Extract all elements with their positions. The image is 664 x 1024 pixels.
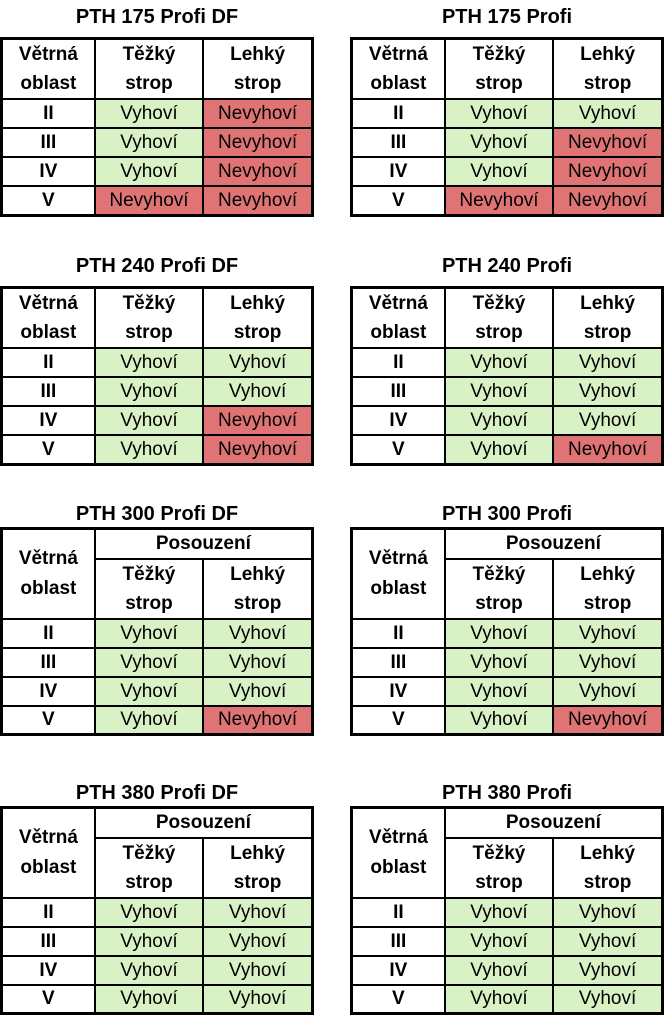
table-row	[352, 619, 663, 648]
heavy-ceiling-result: Nevyhoví	[445, 186, 553, 215]
table-title: PTH 380 Profi DF	[75, 782, 239, 804]
wind-zone-cell: III	[352, 377, 445, 406]
wind-zone-cell: II	[352, 898, 445, 927]
light-ceiling-header	[553, 288, 662, 349]
light-ceiling-result: Nevyhoví	[203, 128, 312, 157]
heavy-ceiling-result: Vyhoví	[95, 985, 203, 1014]
wind-zone-table	[350, 37, 664, 217]
zone-column-header	[2, 288, 95, 349]
heavy-header-line1: Těžký	[122, 842, 176, 864]
wind-zone-cell: II	[352, 99, 445, 128]
table-row	[352, 435, 663, 464]
heavy-header-line2: strop	[125, 592, 173, 614]
header-row	[352, 808, 663, 838]
wind-zone-cell: V	[2, 186, 95, 215]
heavy-ceiling-result: Vyhoví	[95, 706, 203, 735]
heavy-header-line2: strop	[125, 73, 173, 94]
zone-column-header	[2, 529, 95, 619]
zone-header-line1: Větrná	[18, 826, 78, 848]
table-row	[352, 898, 663, 927]
heavy-ceiling-result: Vyhoví	[445, 706, 553, 735]
table-title: PTH 175 Profi	[441, 6, 573, 28]
table-title: PTH 300 Profi	[441, 503, 573, 525]
light-ceiling-result: Nevyhoví	[203, 157, 312, 186]
zone-header-line2: oblast	[370, 322, 427, 343]
zone-header-line2: oblast	[370, 856, 427, 878]
light-ceiling-result: Vyhoví	[553, 377, 662, 406]
heavy-ceiling-header	[445, 559, 553, 619]
table-row	[2, 435, 313, 464]
heavy-ceiling-header	[95, 288, 203, 349]
heavy-ceiling-result: Vyhoví	[445, 648, 553, 677]
heavy-ceiling-header	[95, 39, 203, 100]
wind-zone-cell: II	[352, 619, 445, 648]
wind-zone-cell: V	[352, 706, 445, 735]
light-ceiling-result: Vyhoví	[203, 927, 312, 956]
light-ceiling-result: Vyhoví	[203, 677, 312, 706]
heavy-header-line2: strop	[475, 592, 523, 614]
table-row	[352, 406, 663, 435]
heavy-ceiling-result: Vyhoví	[95, 406, 203, 435]
light-ceiling-result: Vyhoví	[553, 99, 662, 128]
table-title: PTH 240 Profi DF	[75, 255, 239, 277]
heavy-header-line2: strop	[475, 871, 523, 893]
heavy-header-line1: Těžký	[472, 293, 526, 314]
zone-column-header	[352, 39, 445, 100]
wind-zone-cell: II	[352, 348, 445, 377]
zone-header-line1: Větrná	[368, 293, 428, 314]
heavy-header-line1: Těžký	[472, 842, 526, 864]
heavy-ceiling-header	[95, 838, 203, 898]
heavy-header-line1: Těžký	[122, 293, 176, 314]
light-ceiling-result: Nevyhoví	[203, 406, 312, 435]
zone-header-line1: Větrná	[18, 547, 78, 569]
light-ceiling-result: Nevyhoví	[203, 186, 312, 215]
zone-column-header	[2, 808, 95, 898]
table-row	[2, 128, 313, 157]
wind-zone-cell: V	[2, 985, 95, 1014]
light-ceiling-header	[553, 39, 662, 100]
heavy-ceiling-result: Vyhoví	[95, 99, 203, 128]
wind-zone-cell: IV	[2, 677, 95, 706]
light-ceiling-result: Vyhoví	[553, 898, 662, 927]
heavy-header-line1: Těžký	[472, 44, 526, 65]
light-ceiling-result: Nevyhoví	[553, 186, 662, 215]
group-header: Posouzení	[95, 808, 313, 838]
table-row	[2, 186, 313, 215]
heavy-ceiling-result: Vyhoví	[445, 348, 553, 377]
wind-zone-cell: IV	[2, 956, 95, 985]
light-header-line2: strop	[583, 871, 632, 893]
heavy-ceiling-result: Vyhoví	[95, 157, 203, 186]
zone-header-line1: Větrná	[368, 547, 428, 569]
wind-zone-cell: III	[352, 128, 445, 157]
light-header-line2: strop	[583, 592, 632, 614]
heavy-ceiling-header	[445, 39, 553, 100]
table-row	[352, 648, 663, 677]
wind-zone-cell: IV	[352, 157, 445, 186]
zone-header-line2: oblast	[370, 73, 427, 94]
wind-zone-cell: II	[2, 898, 95, 927]
heavy-ceiling-result: Vyhoví	[95, 677, 203, 706]
light-ceiling-header	[203, 838, 312, 898]
wind-zone-cell: III	[2, 648, 95, 677]
wind-zone-table	[0, 527, 314, 736]
heavy-header-line2: strop	[125, 871, 173, 893]
heavy-header-line2: strop	[125, 322, 173, 343]
light-ceiling-result: Vyhoví	[203, 377, 312, 406]
table-row	[352, 956, 663, 985]
table-row	[2, 677, 313, 706]
light-ceiling-result: Nevyhoví	[553, 128, 662, 157]
heavy-ceiling-result: Vyhoví	[95, 956, 203, 985]
zone-header-line1: Větrná	[368, 44, 428, 65]
heavy-ceiling-result: Vyhoví	[95, 898, 203, 927]
wind-zone-cell: III	[2, 927, 95, 956]
light-ceiling-result: Vyhoví	[203, 348, 312, 377]
light-ceiling-header	[553, 838, 662, 898]
heavy-ceiling-result: Vyhoví	[445, 99, 553, 128]
light-ceiling-result: Nevyhoví	[553, 706, 662, 735]
light-header-line2: strop	[233, 73, 282, 94]
zone-header-line1: Větrná	[18, 293, 78, 314]
light-ceiling-result: Vyhoví	[553, 406, 662, 435]
heavy-ceiling-header	[95, 559, 203, 619]
zone-header-line2: oblast	[20, 322, 77, 343]
light-ceiling-header	[203, 39, 312, 100]
table-title: PTH 175 Profi DF	[75, 6, 239, 28]
zone-header-line1: Větrná	[18, 44, 78, 65]
table-row	[352, 99, 663, 128]
light-ceiling-result: Nevyhoví	[203, 99, 312, 128]
header-row	[2, 529, 313, 559]
light-header-line1: Lehký	[580, 842, 636, 864]
heavy-ceiling-result: Vyhoví	[95, 927, 203, 956]
light-ceiling-result: Nevyhoví	[553, 157, 662, 186]
heavy-ceiling-result: Vyhoví	[95, 619, 203, 648]
light-ceiling-header	[203, 559, 312, 619]
heavy-ceiling-result: Vyhoví	[445, 898, 553, 927]
wind-zone-table	[0, 806, 314, 1015]
light-header-line1: Lehký	[230, 44, 286, 65]
table-row	[352, 186, 663, 215]
light-ceiling-result: Vyhoví	[553, 348, 662, 377]
group-header: Posouzení	[95, 529, 313, 559]
heavy-ceiling-result: Vyhoví	[445, 128, 553, 157]
light-ceiling-result: Vyhoví	[203, 985, 312, 1014]
table-row	[352, 927, 663, 956]
wind-zone-table	[350, 806, 664, 1015]
heavy-header-line2: strop	[475, 322, 523, 343]
table-row	[352, 348, 663, 377]
light-ceiling-result: Vyhoví	[553, 648, 662, 677]
wind-zone-cell: II	[2, 99, 95, 128]
wind-zone-cell: IV	[352, 406, 445, 435]
zone-header-line2: oblast	[370, 577, 427, 599]
heavy-ceiling-result: Vyhoví	[445, 406, 553, 435]
wind-zone-table	[350, 286, 664, 466]
wind-zone-cell: V	[2, 706, 95, 735]
wind-zone-cell: II	[2, 348, 95, 377]
wind-zone-table	[0, 286, 314, 466]
light-header-line2: strop	[233, 322, 282, 343]
heavy-ceiling-result: Vyhoví	[95, 128, 203, 157]
header-row	[352, 288, 663, 349]
wind-zone-cell: V	[352, 435, 445, 464]
light-ceiling-result: Nevyhoví	[203, 706, 312, 735]
wind-zone-cell: IV	[2, 406, 95, 435]
table-row	[2, 157, 313, 186]
light-header-line2: strop	[233, 871, 282, 893]
light-ceiling-result: Vyhoví	[203, 898, 312, 927]
light-ceiling-result: Vyhoví	[553, 956, 662, 985]
wind-zone-table	[350, 527, 664, 736]
heavy-ceiling-header	[445, 288, 553, 349]
light-ceiling-header	[203, 288, 312, 349]
light-header-line2: strop	[583, 73, 632, 94]
light-header-line1: Lehký	[580, 563, 636, 585]
table-row	[352, 157, 663, 186]
heavy-ceiling-result: Vyhoví	[95, 648, 203, 677]
light-header-line1: Lehký	[580, 293, 636, 314]
light-header-line2: strop	[233, 592, 282, 614]
heavy-header-line2: strop	[475, 73, 523, 94]
light-ceiling-result: Vyhoví	[553, 927, 662, 956]
heavy-ceiling-header	[445, 838, 553, 898]
heavy-ceiling-result: Vyhoví	[445, 619, 553, 648]
group-header: Posouzení	[445, 808, 663, 838]
heavy-ceiling-result: Vyhoví	[445, 985, 553, 1014]
wind-zone-cell: V	[352, 985, 445, 1014]
light-ceiling-result: Vyhoví	[553, 619, 662, 648]
table-row	[352, 985, 663, 1014]
header-row	[2, 808, 313, 838]
table-row	[2, 619, 313, 648]
table-row	[2, 898, 313, 927]
zone-column-header	[2, 39, 95, 100]
wind-zone-cell: III	[2, 377, 95, 406]
table-row	[2, 99, 313, 128]
wind-zone-cell: IV	[2, 157, 95, 186]
wind-zone-cell: III	[352, 927, 445, 956]
heavy-header-line1: Těžký	[472, 563, 526, 585]
zone-header-line1: Větrná	[368, 826, 428, 848]
heavy-ceiling-result: Vyhoví	[445, 435, 553, 464]
light-header-line2: strop	[583, 322, 632, 343]
table-row	[352, 677, 663, 706]
table-row	[2, 956, 313, 985]
group-header: Posouzení	[445, 529, 663, 559]
light-header-line1: Lehký	[230, 293, 286, 314]
light-header-line1: Lehký	[230, 842, 286, 864]
heavy-ceiling-result: Nevyhoví	[95, 186, 203, 215]
heavy-ceiling-result: Vyhoví	[95, 377, 203, 406]
table-row	[352, 128, 663, 157]
light-header-line1: Lehký	[580, 44, 636, 65]
light-header-line1: Lehký	[230, 563, 286, 585]
table-row	[352, 377, 663, 406]
table-row	[2, 706, 313, 735]
header-row	[352, 529, 663, 559]
light-ceiling-result: Vyhoví	[203, 619, 312, 648]
light-ceiling-result: Vyhoví	[553, 677, 662, 706]
wind-zone-cell: IV	[352, 677, 445, 706]
wind-zone-cell: IV	[352, 956, 445, 985]
zone-column-header	[352, 808, 445, 898]
wind-zone-table	[0, 37, 314, 217]
table-row	[2, 348, 313, 377]
heavy-ceiling-result: Vyhoví	[445, 377, 553, 406]
header-row	[352, 39, 663, 100]
heavy-ceiling-result: Vyhoví	[95, 348, 203, 377]
table-row	[2, 406, 313, 435]
light-ceiling-result: Nevyhoví	[203, 435, 312, 464]
zone-column-header	[352, 288, 445, 349]
header-row	[2, 39, 313, 100]
table-row	[2, 985, 313, 1014]
table-title: PTH 240 Profi	[441, 255, 573, 277]
wind-zone-cell: V	[2, 435, 95, 464]
light-ceiling-result: Vyhoví	[203, 956, 312, 985]
light-ceiling-result: Vyhoví	[203, 648, 312, 677]
heavy-ceiling-result: Vyhoví	[445, 677, 553, 706]
light-ceiling-result: Nevyhoví	[553, 435, 662, 464]
zone-column-header	[352, 529, 445, 619]
zone-header-line2: oblast	[20, 856, 77, 878]
table-row	[2, 927, 313, 956]
light-ceiling-result: Vyhoví	[553, 985, 662, 1014]
heavy-header-line1: Těžký	[122, 563, 176, 585]
table-row	[2, 377, 313, 406]
table-title: PTH 380 Profi	[441, 782, 573, 804]
wind-zone-cell: III	[2, 128, 95, 157]
heavy-ceiling-result: Vyhoví	[445, 927, 553, 956]
wind-zone-cell: V	[352, 186, 445, 215]
zone-header-line2: oblast	[20, 577, 77, 599]
table-row	[2, 648, 313, 677]
zone-header-line2: oblast	[20, 73, 77, 94]
wind-zone-cell: II	[2, 619, 95, 648]
heavy-header-line1: Těžký	[122, 44, 176, 65]
table-title: PTH 300 Profi DF	[75, 503, 239, 525]
table-row	[352, 706, 663, 735]
heavy-ceiling-result: Vyhoví	[445, 956, 553, 985]
heavy-ceiling-result: Vyhoví	[445, 157, 553, 186]
heavy-ceiling-result: Vyhoví	[95, 435, 203, 464]
light-ceiling-header	[553, 559, 662, 619]
wind-zone-cell: III	[352, 648, 445, 677]
header-row	[2, 288, 313, 349]
